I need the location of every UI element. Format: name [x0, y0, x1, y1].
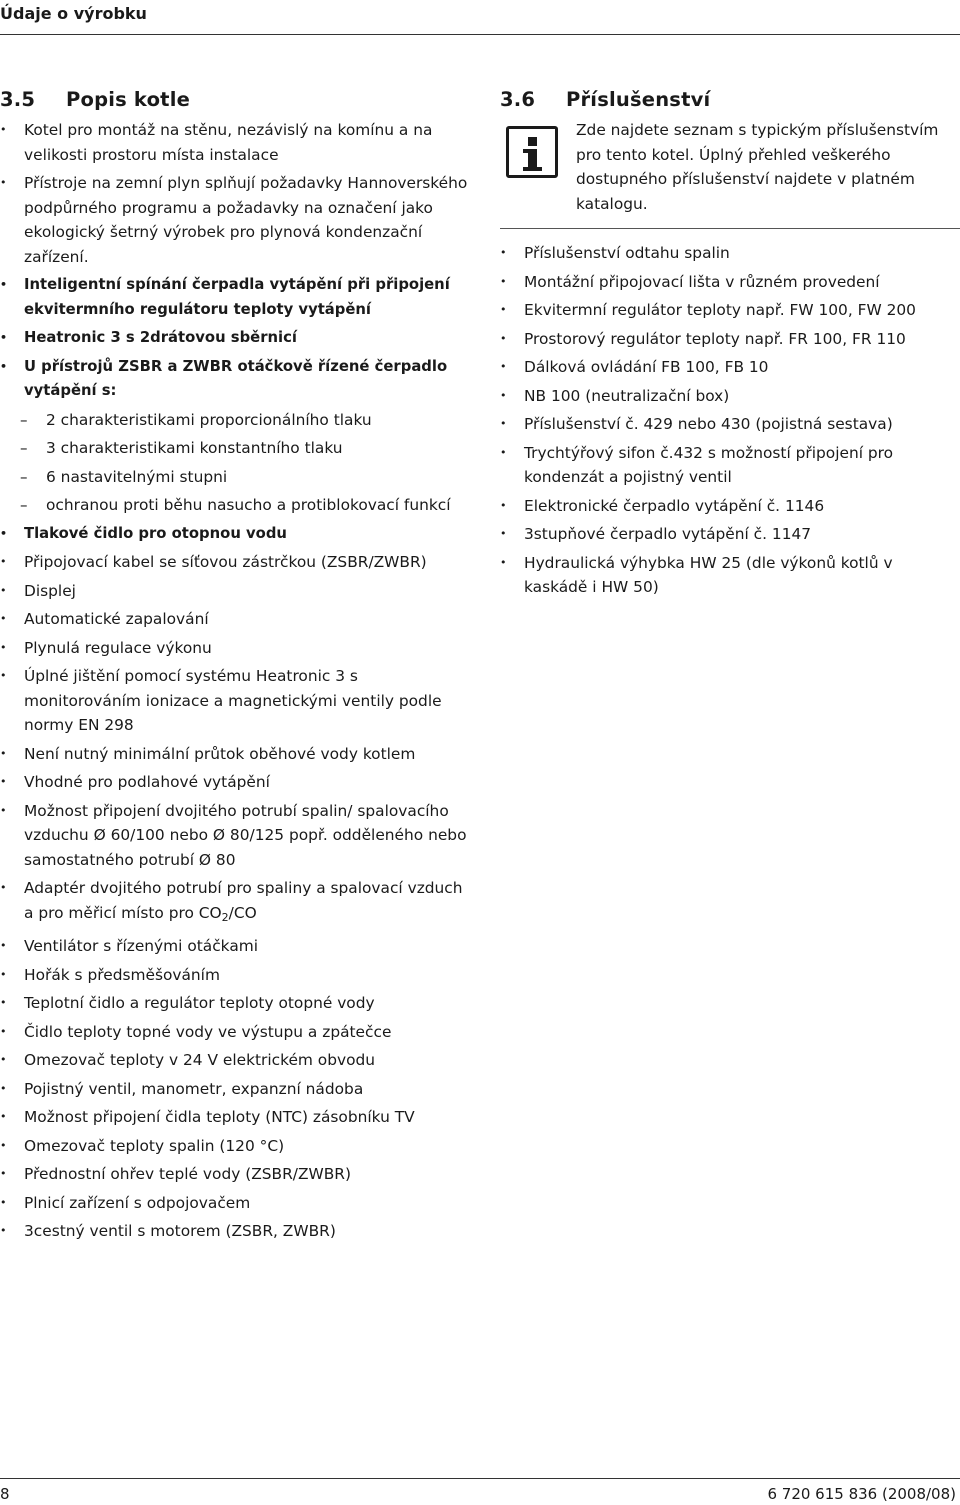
section-title: Příslušenství: [566, 88, 711, 111]
document-id: 6 720 615 836 (2008/08): [767, 1485, 956, 1503]
list-item: • Heatronic 3 s 2drátovou sběrnicí: [0, 326, 470, 351]
list-item: • Přednostní ohřev teplé vody (ZSBR/ZWBR): [0, 1162, 470, 1187]
list-item: • Dálková ovládání FB 100, FB 10: [500, 355, 960, 380]
sub-list-item: – 3 charakteristikami konstantního tlaku: [0, 436, 470, 461]
list-item: • Ventilátor s řízenými otáčkami: [0, 934, 470, 959]
header-divider: [0, 34, 960, 35]
list-item: • Vhodné pro podlahové vytápění: [0, 770, 470, 795]
list-item: • Trychtýřový sifon č.432 s možností připojení pro kondenzát a pojistný ventil: [500, 441, 960, 490]
list-item: • Pojistný ventil, manometr, expanzní nádoba: [0, 1077, 470, 1102]
list-item: • U přístrojů ZSBR a ZWBR otáčkově řízené čerpadlo vytápění s:: [0, 355, 470, 404]
list-item: • Teplotní čidlo a regulátor teploty otopné vody: [0, 991, 470, 1016]
list-item: • Automatické zapalování: [0, 607, 470, 632]
list-item: • Displej: [0, 579, 470, 604]
info-text: Zde najdete seznam s typickým příslušenstvím pro tento kotel. Úplný přehled veškerého dostupného příslušenství najdete v platném katalogu.: [576, 121, 939, 213]
subscript: 2: [221, 910, 229, 924]
page-number: 8: [0, 1485, 10, 1503]
sub-list-item: – 2 charakteristikami proporcionálního tlaku: [0, 408, 470, 433]
list-item: • Přístroje na zemní plyn splňují požadavky Hannoverského podpůrného programu a požadavky na označení jako ekologický šetrný výrobek pro plynová kondenzační zařízení.: [0, 171, 470, 269]
sub-list-item: – 6 nastavitelnými stupni: [0, 465, 470, 490]
list-item: • Elektronické čerpadlo vytápění č. 1146: [500, 494, 960, 519]
section-number: 3.6: [500, 88, 536, 111]
list-item: • 3stupňové čerpadlo vytápění č. 1147: [500, 522, 960, 547]
list-item: • Příslušenství č. 429 nebo 430 (pojistná sestava): [500, 412, 960, 437]
list-item: • Čidlo teploty topné vody ve výstupu a zpátečce: [0, 1020, 470, 1045]
list-item-text: /CO: [228, 903, 257, 922]
list-item: • Připojovací kabel se síťovou zástrčkou (ZSBR/ZWBR): [0, 550, 470, 575]
info-note: [500, 118, 960, 229]
list-item: • Omezovač teploty v 24 V elektrickém obvodu: [0, 1048, 470, 1073]
section-heading: [500, 86, 960, 114]
footer-divider: [0, 1478, 960, 1479]
list-item: • Možnost připojení dvojitého potrubí spalin/ spalovacího vzduchu Ø 60/100 nebo Ø 80/125 popř. odděleného nebo samostatného potrubí Ø 80: [0, 799, 470, 873]
list-item: • Tlakové čidlo pro otopnou vodu: [0, 522, 470, 547]
list-item: • Hořák s předsměšováním: [0, 963, 470, 988]
accessory-list: [500, 241, 960, 600]
list-item: • Plnicí zařízení s odpojovačem: [0, 1191, 470, 1216]
list-item: • Prostorový regulátor teploty např. FR 100, FR 110: [500, 327, 960, 352]
section-title: Popis kotle: [66, 88, 190, 111]
list-item: [0, 876, 470, 930]
section-boiler-description: [0, 86, 470, 1248]
info-icon: [506, 126, 558, 178]
list-item: • Příslušenství odtahu spalin: [500, 241, 960, 266]
list-item: • Ekvitermní regulátor teploty např. FW 100, FW 200: [500, 298, 960, 323]
list-item: • Není nutný minimální průtok oběhové vody kotlem: [0, 742, 470, 767]
list-item: • Úplné jištění pomocí systému Heatronic 3 s monitorováním ionizace a magnetickými ventily podle normy EN 298: [0, 664, 470, 738]
list-item: • Možnost připojení čidla teploty (NTC) zásobníku TV: [0, 1105, 470, 1130]
list-item: • Omezovač teploty spalin (120 °C): [0, 1134, 470, 1159]
section-heading: [0, 86, 470, 114]
list-item: • 3cestný ventil s motorem (ZSBR, ZWBR): [0, 1219, 470, 1244]
list-item: • Inteligentní spínání čerpadla vytápění při připojení ekvitermního regulátoru teploty vytápění: [0, 273, 470, 322]
list-item: • Kotel pro montáž na stěnu, nezávislý na komínu a na velikosti prostoru místa instalace: [0, 118, 470, 167]
page-header-title: Údaje o výrobku: [0, 4, 147, 23]
section-number: 3.5: [0, 88, 36, 111]
list-item: • Hydraulická výhybka HW 25 (dle výkonů kotlů v kaskádě i HW 50): [500, 551, 960, 600]
section-accessories: [500, 86, 960, 604]
list-item: • Plynulá regulace výkonu: [0, 636, 470, 661]
list-item: • NB 100 (neutralizační box): [500, 384, 960, 409]
sub-list-item: – ochranou proti běhu nasucho a protiblokovací funkcí: [0, 493, 470, 518]
list-item: • Montážní připojovací lišta v různém provedení: [500, 270, 960, 295]
list-item-text: Adaptér dvojitého potrubí pro spaliny a spalovací vzduch a pro měřicí místo pro CO: [24, 879, 463, 922]
boiler-feature-list: [0, 118, 470, 1244]
